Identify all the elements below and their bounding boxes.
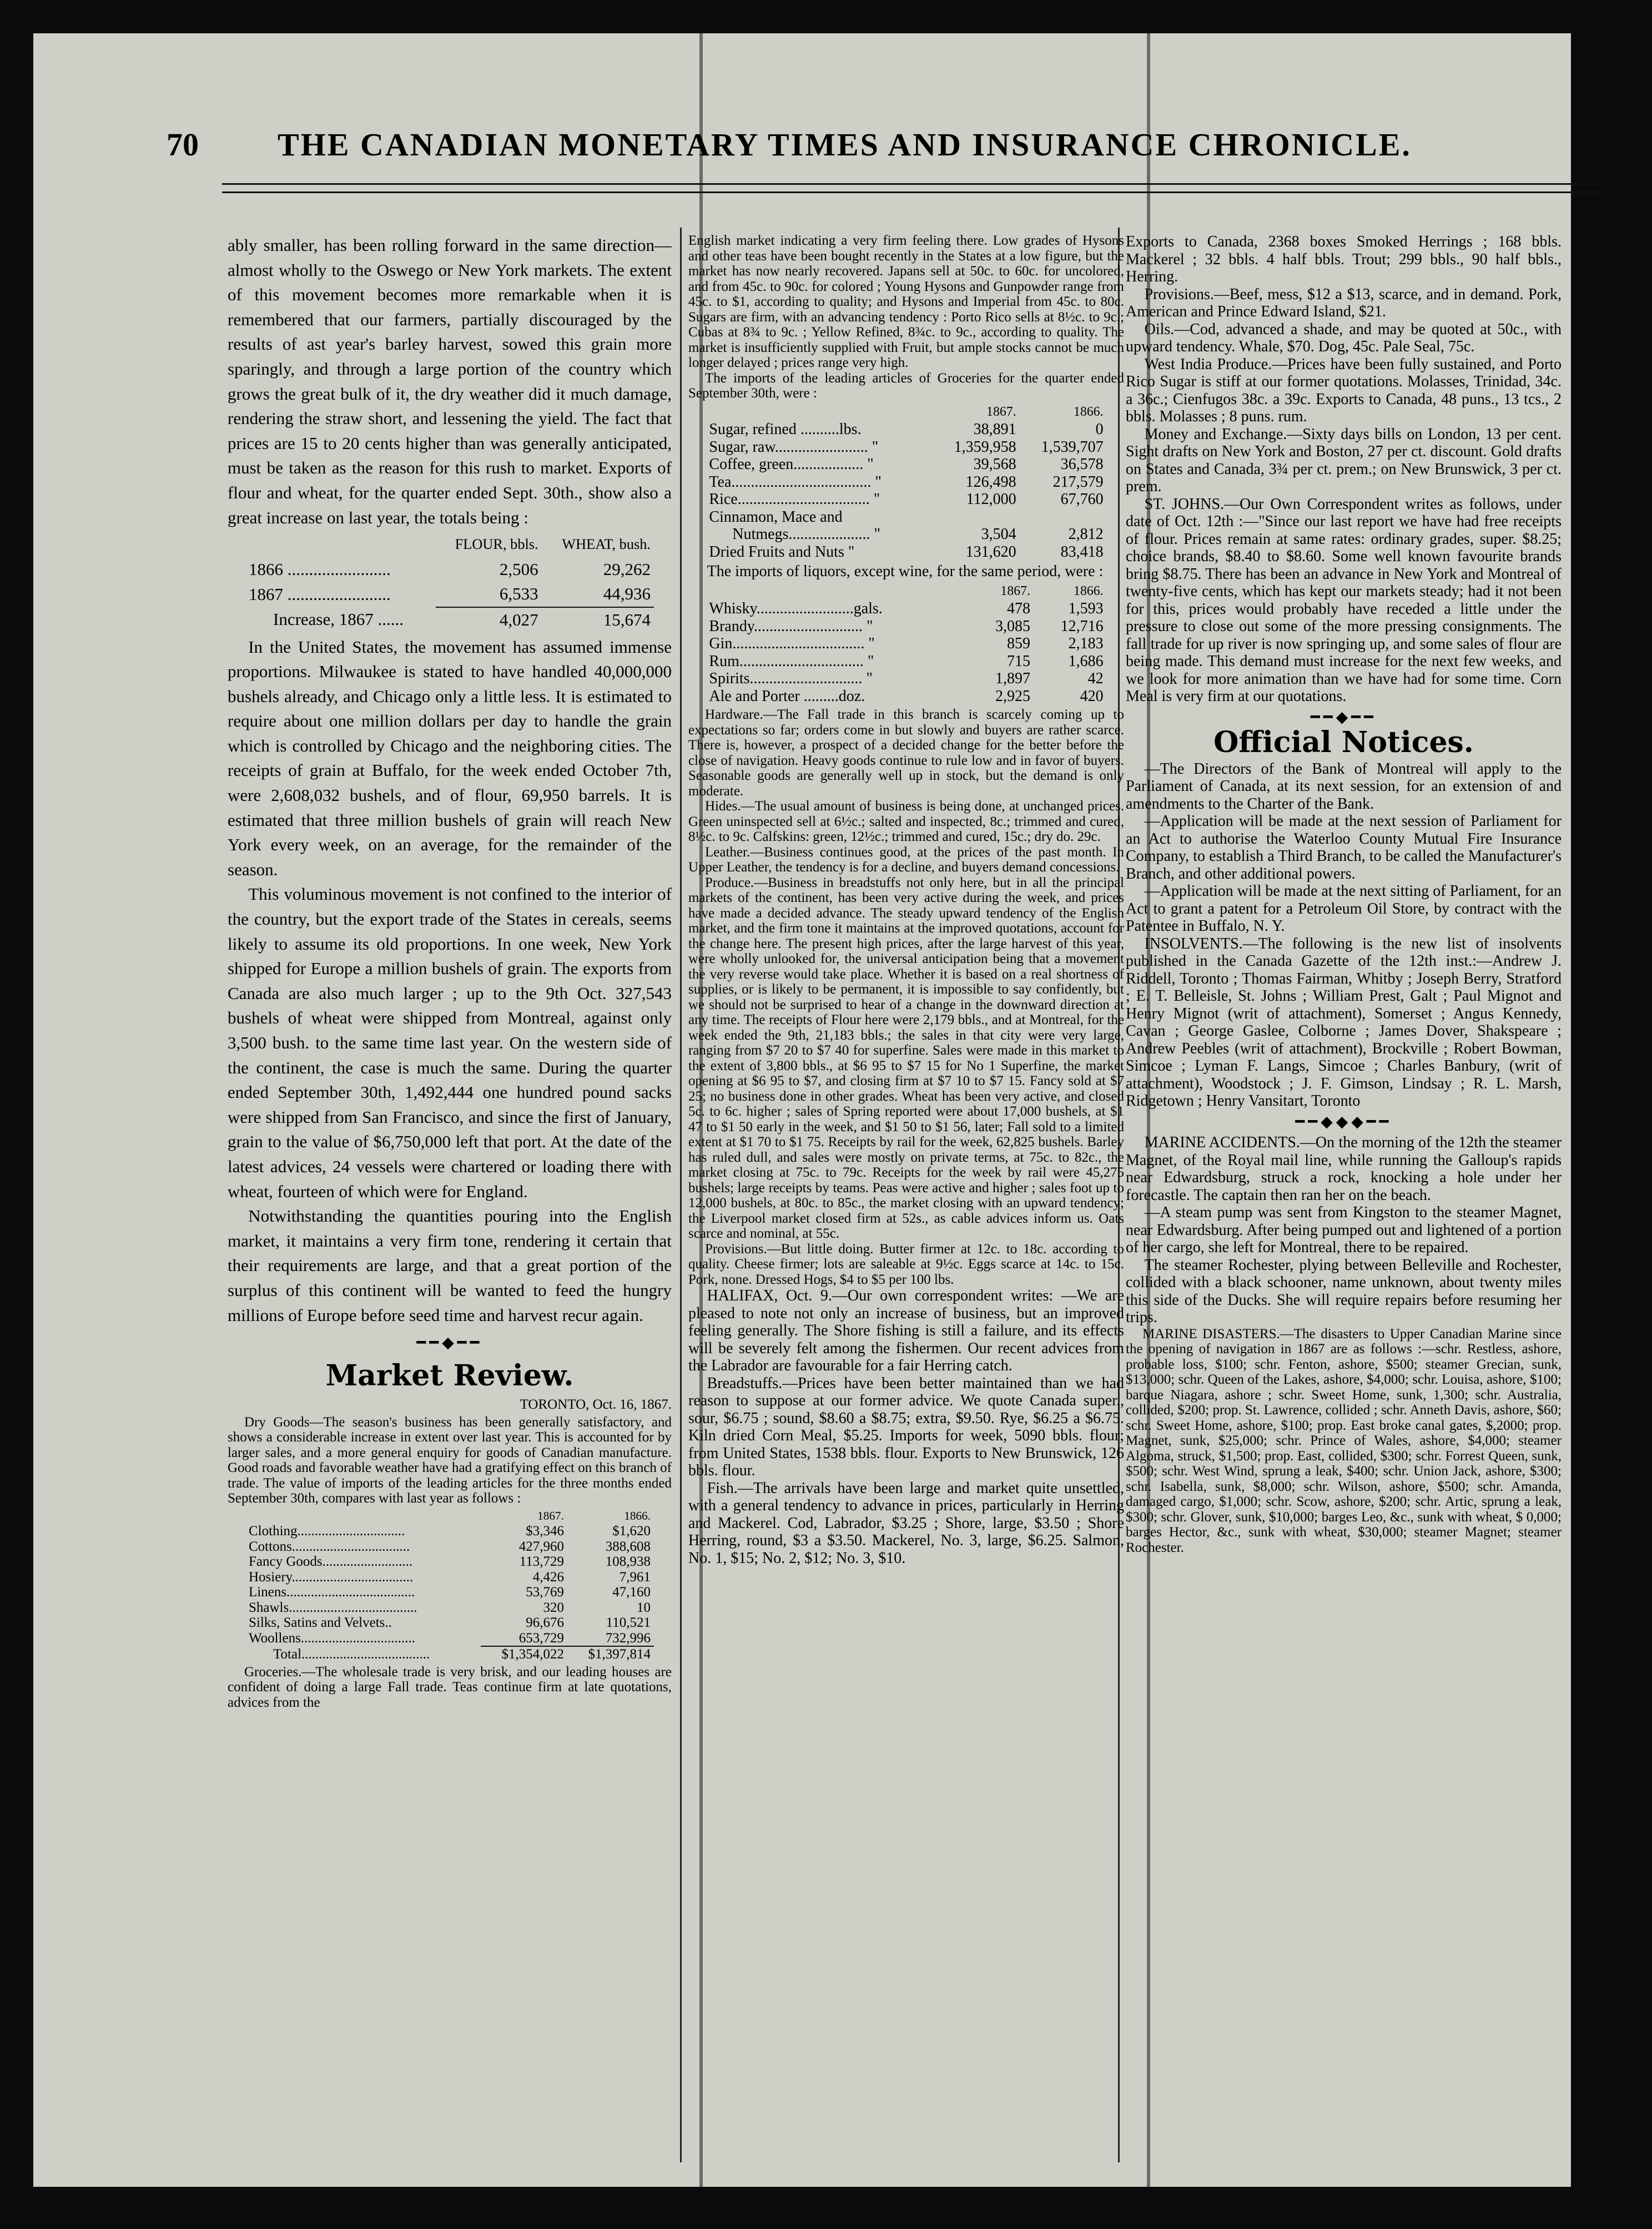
ornament-divider: ━━◆━━ xyxy=(416,1334,483,1352)
table-cell: $1,354,022 xyxy=(481,1646,567,1662)
header-rule xyxy=(222,191,1602,193)
table-cell: 217,579 xyxy=(1052,473,1104,491)
row-label: Dried Fruits and Nuts " xyxy=(709,543,855,561)
table-cell: 38,891 xyxy=(973,421,1016,438)
table-cell: 112,000 xyxy=(966,491,1016,508)
column-3 xyxy=(1126,233,1562,2162)
table-cell: 3,504 xyxy=(981,526,1016,543)
table-cell: 4,426 xyxy=(532,1569,564,1585)
notice-paragraph: —Application will be made at the next sitting of Parliament, for an Act to grant a patent for a Petroleum Oil Store, by contract with the Patentee in Buffalo, N. Y. xyxy=(1126,882,1562,935)
column-header: 1866. xyxy=(1074,404,1104,419)
row-label: Gin.................................. " xyxy=(709,635,875,652)
table-row xyxy=(245,1600,654,1616)
marine-accidents-paragraph: MARINE ACCIDENTS.—On the morning of the 12th the steamer Magnet, of the Royal mail line, while running the Galloup's rapids near Edwardsburg, struck a rock, knocking a hole under her forecastle. The captain then ran her on the beach. xyxy=(1126,1134,1562,1204)
halifax-paragraph: HALIFAX, Oct. 9.—Our own correspondent writes: —We are pleased to note not only an increase of business, but an improved feeling generally. The Shore fishing is still a failure, and its effects will be severely felt among the fishermen. Our recent advices from the Labrador are favourable for a fair Herring catch. xyxy=(688,1287,1124,1374)
table-cell: 2,506 xyxy=(499,559,538,579)
row-label: Silks, Satins and Velvets.. xyxy=(249,1615,392,1631)
notice-paragraph: —A steam pump was sent from Kingston to the steamer Magnet, near Edwardsburg. After being pumped out and lightened of a portion of her cargo, she left for Montreal, there to be repaired. xyxy=(1126,1204,1562,1256)
table-cell: 10 xyxy=(637,1600,651,1615)
row-label: Whisky.........................gals. xyxy=(709,600,883,617)
table-row xyxy=(245,1524,654,1539)
notice-paragraph: The steamer Rochester, plying between Belleville and Rochester, collided with a black schooner, name unknown, about twenty miles this side of the Ducks. She will require repairs before resuming her trips. xyxy=(1126,1256,1562,1326)
page-number: 70 xyxy=(167,126,199,163)
table-cell: 427,960 xyxy=(518,1539,564,1554)
table-cell: 732,996 xyxy=(605,1630,651,1646)
table-row xyxy=(706,618,1106,636)
fish-paragraph: Fish.—The arrivals have been large and market quite unsettled, with a general tendency to advance in prices, particularly in Herring and Mackerel. Cod, Labrador, $3.25 ; Shore, large, $3.50 ; Shore Herring, round, $3 a $3.50. Mackerel, No. 3, large, $6.25. Salmon, No. 1, $15; No. 2, $12; No. 3, $10. xyxy=(688,1479,1124,1567)
table-cell: 96,676 xyxy=(526,1615,564,1631)
table-header-row xyxy=(245,1509,654,1524)
table-cell: 2,812 xyxy=(1068,526,1104,543)
table-row xyxy=(706,600,1106,618)
flour-wheat-table xyxy=(245,532,654,632)
table-cell: 859 xyxy=(1006,635,1030,652)
table-cell: 6,533 xyxy=(499,584,538,604)
column-header: FLOUR, bbls. xyxy=(455,536,538,553)
ornament-divider: ━━◆◆◆━━ xyxy=(1295,1113,1392,1131)
page-header xyxy=(167,114,1585,175)
hardware-paragraph: Hardware.—The Fall trade in this branch is scarcely coming up to expectations so far; orders come in but slowly and buyers are rather scarce. There is, however, a prospect of a decided change for the better before the close of navigation. Heavy goods continue to rule low and in favor of buyers. Seasonable goods are generally well up in stock, but the demand is only moderate. xyxy=(688,707,1124,799)
table-row xyxy=(245,1554,654,1570)
section-title-official-notices: Official Notices. xyxy=(1213,725,1474,759)
table-cell: 1,593 xyxy=(1068,600,1104,617)
row-label: Hosiery................................... xyxy=(249,1569,414,1585)
table-row xyxy=(245,582,654,607)
row-label: Fancy Goods.......................... xyxy=(249,1554,413,1570)
column-header: 1867. xyxy=(537,1509,564,1522)
article-paragraph: Notwithstanding the quantities pouring into the English market, it maintains a very firm tone, rendering it certain that their requirements are large, and that a great portion of the surplus of this continent will be wanted to feed the hungry millions of Europe before seed time and harvest recur again. xyxy=(228,1206,672,1325)
ornament-divider: ━━◆━━ xyxy=(1311,708,1377,726)
table-cell xyxy=(1020,508,1107,526)
hides-paragraph: Hides.—The usual amount of business is being done, at unchanged prices. Green uninspected sell at 6½c.; salted and inspected, 8c.; trimmed and cured, 8½c. to 9c. Calfskins: green, 12½c.; trimmed and cured, 15c.; dry do. 29c. xyxy=(688,799,1124,844)
liquors-imports-table xyxy=(706,583,1106,705)
article-paragraph: The imports of liquors, except wine, for the same period, were : xyxy=(707,563,1104,580)
row-label: Total..................................... xyxy=(273,1646,430,1662)
table-cell: 53,769 xyxy=(526,1585,564,1600)
column-header: 1866. xyxy=(624,1509,651,1522)
table-cell: 420 xyxy=(1080,687,1104,705)
row-label: Rice.................................. " xyxy=(709,491,880,508)
table-cell: 3,085 xyxy=(995,617,1030,635)
breadstuffs-paragraph: Breadstuffs.—Prices have been better maintained than we had reason to suppose at our former advice. We quote Canada super., sour, $6.75 ; sound, $8.60 a $8.75; extra, $9.50. Rye, $6.25 a $6.75. Kiln dried Corn Meal, $5.25. Imports for week, 5090 bbls. flour; from United States, 1538 bbls. flour. Exports to New Brunswick, 126 bbls. flour. xyxy=(688,1374,1124,1479)
row-label: Cottons.................................. xyxy=(249,1539,410,1554)
table-row xyxy=(706,438,1106,456)
row-label: Nutmegs..................... " xyxy=(709,526,880,543)
table-cell: 39,568 xyxy=(973,456,1016,473)
row-label: Ale and Porter .........doz. xyxy=(709,687,865,705)
table-total-row xyxy=(245,607,654,633)
table-cell: 36,578 xyxy=(1060,456,1104,473)
table-cell: 131,620 xyxy=(965,543,1016,561)
article-paragraph: ably smaller, has been rolling forward in the same direction—almost wholly to the Oswego or New York markets. The extent of this movement becomes more remarkable when it is remembered that our farmers, partially discouraged by the results of ast year's barley harvest, sowed this grain more sparingly, and through a large portion of the country which grows the great bulk of it, the dry weather did it much damage, rendering the straw short, and lessening the yield. The fact that prices are 15 to 20 cents higher than was generally anticipated, must be taken as the reason for this rush to market. Exports of flour and wheat, for the quarter ended Sept. 30th., show also a great increase on last year, the totals being : xyxy=(228,235,672,527)
column-divider xyxy=(680,228,682,2162)
header-rule xyxy=(222,183,1602,185)
table-cell: 4,027 xyxy=(436,607,542,633)
provisions-paragraph: Provisions.—But little doing. Butter firmer at 12c. to 18c. according to quality. Cheese firmer; lots are saleable at 9½c. Eggs scarce at 14c. to 15c. Pork, none. Dressed Hogs, $4 to $5 per 100 lbs. xyxy=(688,1241,1124,1287)
row-label: Clothing............................... xyxy=(249,1524,405,1539)
article-paragraph: This voluminous movement is not confined to the interior of the country, but the export trade of the States in cereals, seems likely to assume its old proportions. In one week, New York shipped for Europe a million bushels of grain. The exports from Canada are also much larger ; up to the 9th Oct. 327,543 bushels of wheat were shipped from Montreal, against only 3,500 bush. to the same time last year. On the western side of the continent, the case is much the same. During the quarter ended September 30th, 1,492,444 one hundred pound sacks were shipped from San Francisco, and since the first of January, grain to the value of $6,750,000 left that port. At the date of the latest advices, 24 vessels were chartered or loading there with wheat, fourteen of which were for England. xyxy=(228,884,672,1201)
table-cell: 388,608 xyxy=(605,1539,651,1554)
row-label: Cinnamon, Mace and xyxy=(709,508,843,526)
table-cell: 715 xyxy=(1006,652,1030,670)
table-cell: 653,729 xyxy=(518,1630,564,1646)
table-cell: 1,897 xyxy=(995,670,1030,687)
section-title-market-review: Market Review. xyxy=(325,1358,574,1393)
table-header-row xyxy=(245,532,654,557)
insolvents-paragraph: INSOLVENTS.—The following is the new list of insolvents published in the Canada Gazette of the 12th inst.:—Andrew J. Riddell, Toronto ; Thomas Fairman, Whitby ; Joseph Berry, Stratford ; E. T. Belleisle, St. Johns ; William Prest, Galt ; Paul Mignot and Henry Mignot (writ of attachment), Somerset ; Angus Kennedy, Cavan ; George Gaslee, Colborne ; James Dover, Shakspeare ; Andrew Peebles (writ of attachment), Brockville ; Robert Bowman, Simcoe ; Lyman F. Langs, Simcoe ; Charles Banbury, (writ of attachment), Woodstock ; J. F. Gimson, Lindsay ; R. L. Marsh, Ridgetown ; Henry Vansitart, Toronto xyxy=(1126,935,1562,1110)
dry-goods-paragraph: Dry Goods—The season's business has been generally satisfactory, and shows a considerable increase in extent over last year. This is accounted for by larger sales, and a more general enquiry for goods of Canadian manufacture. Good roads and favorable weather have had a gratifying effect on this branch of trade. The value of imports of the leading articles for the three months ended September 30th, compares with last year as follows : xyxy=(228,1414,672,1506)
article-paragraph: In the United States, the movement has assumed immense proportions. Milwaukee is stated to have handled 40,000,000 bushels already, and Chicago only a little less. It is estimated to require about one million dollars per day to handle the grain which is controlled by Chicago and the neighboring cities. The receipts of grain at Buffalo, for the week ended October 7th, were 2,608,032 bushels, and of flour, 69,950 barrels. It is estimated that three million bushels of grain will reach New York every week, on an average, for the remainder of the season. xyxy=(228,637,672,879)
row-label: Increase, 1867 ...... xyxy=(273,609,404,629)
table-cell: 1,359,958 xyxy=(954,438,1016,456)
row-label: Spirits............................. " xyxy=(709,670,873,687)
table-cell: 320 xyxy=(543,1600,564,1615)
notice-paragraph: —Application will be made at the next session of Parliament for an Act to authorise the Waterloo County Mutual Fire Insurance Company, to establish a Third Branch, to be called the Manufacturer's Branch, and other additional powers. xyxy=(1126,813,1562,882)
row-label: Shawls..................................... xyxy=(249,1600,417,1615)
table-cell: 0 xyxy=(1095,421,1104,438)
table-header-row xyxy=(706,583,1106,601)
table-cell: 42 xyxy=(1087,670,1104,687)
table-row xyxy=(706,526,1106,543)
table-row xyxy=(706,491,1106,508)
table-cell xyxy=(933,508,1020,526)
row-label: 1866 ........................ xyxy=(249,559,391,579)
table-cell: 126,498 xyxy=(965,473,1016,491)
produce-paragraph: Produce.—Business in breadstuffs not only here, but in all the principal markets of the continent, has been very active during the week, and prices have made a decided advance. The steady upward tendency of the English market, and the firm tone it maintains at the improved quotations, account for the change here. The present high prices, after the large harvest of this year, were wholly unlooked for, the universal anticipation being that a movement the very reverse would take place. Whether it is based on a real shortness of supplies, or is likely to be permanent, it is impossible to say confidently, but we should not be surprised to hear of a change in the downward direction at any time. The receipts of Flour here were 2,179 bbls., and at Montreal, for the week ended the 9th, 21,183 bbls.; the sales in that city were very large, ranging from $7 20 to $7 40 for superfine. Sales were made in this market to the extent of 3,800 bbls., at $6 95 to $7 15 for No 1 Superfine, the market opening at $6 95 to $7, and closing firm at $7 10 to $7 15. Fancy sold at $7 25; no business done in other grades. Wheat has been very active, and closed 5c. to 6c. higher ; sales of Spring reported were about 17,000 bushels, at $1 47 to $1 50 early in the week, and $1 50 to $1 56, later; Fall sold to a limited extent at $1 70 to $1 75. Receipts by rail for the week, 62,825 bushels. Barley has ruled dull, and sales were mostly on private terms, at 75c. to 82c., the market closing at 75c. to 79c. Receipts for the week by rail were 45,275 bushels; large receipts by teams. Peas were active and higher ; sales foot up to 12,000 bushels, at 80c. to 85c., the market closing with an upward tendency; the Liverpool market closed firm at 52s., as cable advices inform us. Oats scarce and nominal, at 55c. xyxy=(688,875,1124,1241)
table-cell: $3,346 xyxy=(526,1524,564,1539)
column-header: WHEAT, bush. xyxy=(562,536,651,553)
table-row xyxy=(706,473,1106,491)
row-label: Coffee, green.................. " xyxy=(709,456,874,473)
column-1 xyxy=(228,233,672,2162)
column-header: 1867. xyxy=(986,404,1016,419)
article-paragraph: Exports to Canada, 2368 boxes Smoked Herrings ; 168 bbls. Mackerel ; 32 bbls. 4 half bbls. Trout; 299 bbls., 90 half bbls., Herring. xyxy=(1126,233,1562,285)
table-cell: 44,936 xyxy=(603,584,651,604)
groceries-paragraph: Groceries.—The wholesale trade is very brisk, and our leading houses are confident of doing a large Fall trade. Teas continue firm at late quotations, advices from the xyxy=(228,1664,672,1710)
table-row xyxy=(706,543,1106,561)
table-cell: 67,760 xyxy=(1060,491,1104,508)
groceries-imports-table xyxy=(706,404,1106,561)
column-header: 1866. xyxy=(1074,583,1104,598)
west-india-paragraph: West India Produce.—Prices have been fully sustained, and Porto Rico Sugar is stiff at our former quotations. Molasses, Trinidad, 34c. a 36c.; Cienfugos 38c. a 39c. Exports to Canada, 48 puns., 13 tcs., 2 bbls. Molasses ; 8 puns. rum. xyxy=(1126,355,1562,425)
table-cell: 108,938 xyxy=(605,1554,651,1570)
st-johns-paragraph: ST. JOHNS.—Our Own Correspondent writes as follows, under date of Oct. 12th :—"Since our last report we have had free receipts of flour. Prices remain at same rates: ordinary grades, super. $8.25; choice brands, $8.40 to $8.60. Some well known favourite brands bring $8.75. There has been an advance in New York and Montreal of twenty-five cents, which has kept our markets steady; had it not been for this, prices would probably have receded a little under the pressure to close out some of the more pressing consignments. The fall trade for up river is now springing up, and some sales of flour are being made. This demand must increase for the next few weeks, and we look for more animation than we have had for some time. Corn Meal is very firm at our quotations. xyxy=(1126,495,1562,705)
row-label: Sugar, raw........................ " xyxy=(709,438,879,456)
notice-paragraph: —The Directors of the Bank of Montreal will apply to the Parliament of Canada, at its next session, for an extension of and amendments to the Charter of the Bank. xyxy=(1126,760,1562,813)
row-label: Rum................................ " xyxy=(709,652,874,670)
table-cell: 113,729 xyxy=(519,1554,564,1570)
table-total-row xyxy=(245,1646,654,1662)
table-row xyxy=(245,557,654,582)
money-exchange-paragraph: Money and Exchange.—Sixty days bills on London, 13 per cent. Sight drafts on New York and Boston, 27 per ct. discount. Gold drafts on States and Canada, 3¾ per ct. prem.; on New Brunswick, 3 per ct. prem. xyxy=(1126,425,1562,495)
table-cell: $1,620 xyxy=(612,1524,651,1539)
table-row xyxy=(706,456,1106,473)
table-row xyxy=(245,1539,654,1555)
table-cell: 7,961 xyxy=(619,1569,651,1585)
table-cell: 15,674 xyxy=(542,607,654,633)
oils-paragraph: Oils.—Cod, advanced a shade, and may be quoted at 50c., with upward tendency. Whale, $70. Dog, 45c. Pale Seal, 75c. xyxy=(1126,320,1562,355)
row-label: 1867 ........................ xyxy=(249,584,391,604)
dry-goods-imports-table xyxy=(245,1509,654,1662)
table-row xyxy=(245,1585,654,1600)
table-row xyxy=(245,1570,654,1585)
table-cell: $1,397,814 xyxy=(567,1646,654,1662)
table-cell: 1,686 xyxy=(1068,652,1104,670)
row-label: Tea.................................... " xyxy=(709,473,882,491)
table-cell: 2,925 xyxy=(995,687,1030,705)
table-cell: 1,539,707 xyxy=(1041,438,1104,456)
table-row xyxy=(245,1631,654,1647)
table-cell: 478 xyxy=(1006,600,1030,617)
column-2 xyxy=(688,233,1124,2162)
row-label: Linens..................................... xyxy=(249,1585,415,1600)
row-label: Sugar, refined ..........lbs. xyxy=(709,421,862,438)
row-label: Woollens................................. xyxy=(249,1631,416,1646)
table-row xyxy=(706,421,1106,438)
table-cell: 29,262 xyxy=(603,559,651,579)
row-label: Brandy............................ " xyxy=(709,617,873,635)
table-row xyxy=(245,1615,654,1631)
marine-disasters-paragraph: MARINE DISASTERS.—The disasters to Upper Canadian Marine since the opening of navigation in 1867 are as follows :—schr. Restless, ashore, probable loss, $100; schr. Fenton, ashore, $500; steamer Grecian, sunk, $13,000; schr. Queen of the Lakes, ashore, $4,000; schr. Louisa, ashore, $100; barque Niagara, ashore ; schr. Sweet Home, sunk, 1,300; schr. Australia, collided, $200; prop. St. Lawrence, collided ; schr. Anneth Davis, ashore, $60; schr. Sweet Home, ashore, $100; prop. East broke canal gates, $,2000; prop. Magnet, sunk, $25,000; schr. Prince of Wales, ashore, $4,000; steamer Algoma, struck, $1,500; prop. East, collided, $300; schr. Forrest Queen, sunk, $500; schr. West Wind, sprung a leak, $400; schr. Union Jack, ashore, $300; schr. Isabella, sunk, $8,000; schr. Wilson, ashore, $500; schr. Amanda, damaged cargo, $1,000; schr. Scow, ashore, $200; schr. Artic, sprung a leak, $300; schr. Glover, sunk, $10,000; barges Leo, &c., sunk with wheat, $ 0,000; barges Hector, &c., sunk with wheat, $30,000; steamer Magnet; steamer Rochester. xyxy=(1126,1326,1562,1555)
column-header: 1867. xyxy=(1000,583,1030,598)
table-cell: 47,160 xyxy=(612,1585,651,1600)
leather-paragraph: Leather.—Business continues good, at the prices of the past month. In Upper Leather, the tendency is for a decline, and buyers demand concessions. xyxy=(688,844,1124,875)
table-header-row xyxy=(706,404,1106,421)
dateline: TORONTO, Oct. 16, 1867. xyxy=(520,1397,672,1413)
table-cell: 110,521 xyxy=(606,1615,651,1631)
table-row xyxy=(706,635,1106,653)
masthead-title: THE CANADIAN MONETARY TIMES AND INSURANCE CHRONICLE. xyxy=(278,126,1412,163)
table-cell: 2,183 xyxy=(1068,635,1104,652)
table-cell: 12,716 xyxy=(1060,617,1104,635)
provisions-paragraph: Provisions.—Beef, mess, $12 a $13, scarce, and in demand. Pork, American and Prince Edward Island, $21. xyxy=(1126,285,1562,320)
table-row xyxy=(706,670,1106,688)
table-row xyxy=(706,688,1106,705)
article-paragraph: The imports of the leading articles of Groceries for the quarter ended September 30th, were : xyxy=(688,370,1124,401)
article-paragraph: English market indicating a very firm feeling there. Low grades of Hysons and other teas have been bought recently in the States at a low figure, but the market has now nearly recovered. Japans sell at 50c. to 60c. for uncolored, and from 45c. to 90c. for colored ; Young Hysons and Gunpowder range from 45c. to $1, according to quality; and Hysons and Imperial from 45c. to 80c. Sugars are firm, with an advancing tendency : Porto Rico sells at 8½c. to 9c.; Cubas at 8¾ to 9c. ; Yellow Refined, 8¾c. to 9c., according to quality. The market is insufficiently supplied with Fruit, but ample stocks cannot be much longer delayed ; prices range very high. xyxy=(688,233,1124,370)
table-row xyxy=(706,508,1106,526)
table-row xyxy=(706,653,1106,670)
table-cell: 83,418 xyxy=(1060,543,1104,561)
